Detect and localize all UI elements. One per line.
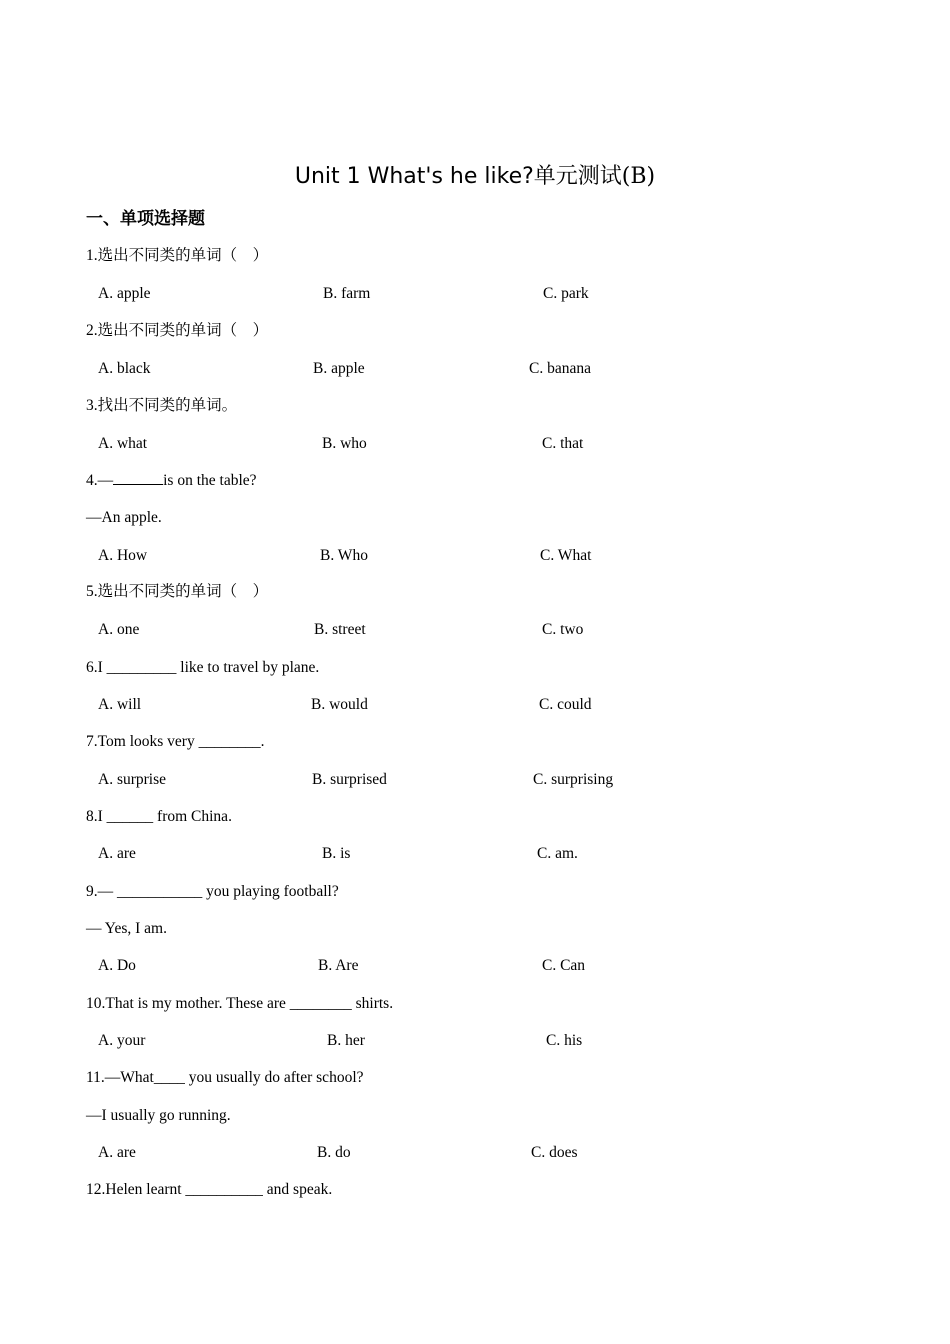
question-3-option-a: A. what [98, 435, 148, 452]
question-5-option-a: A. one [98, 621, 140, 638]
question-11-option-b: B. do [317, 1144, 351, 1161]
question-3-option-c: C. that [542, 435, 584, 452]
question-2-option-b: B. apple [313, 360, 365, 377]
question-9-option-b: B. Are [318, 957, 359, 974]
question-6-option-b: B. would [311, 696, 368, 713]
question-3-stem: 3.找出不同类的单词。 [86, 397, 238, 414]
question-1-option-c: C. park [543, 285, 589, 302]
question-6-stem: 6.I _________ like to travel by plane. [86, 659, 320, 676]
question-4-option-a: A. How [98, 547, 148, 564]
question-8-stem: 8.I ______ from China. [86, 808, 232, 825]
question-12-stem: 12.Helen learnt __________ and speak. [86, 1181, 333, 1198]
question-6-option-c: C. could [539, 696, 592, 713]
question-6-option-a: A. will [98, 696, 142, 713]
question-10-option-c: C. his [546, 1032, 583, 1049]
question-11-option-a: A. are [98, 1144, 136, 1161]
question-8-option-c: C. am. [537, 845, 578, 862]
question-11-answer-line: —I usually go running. [86, 1107, 231, 1124]
page-title [0, 160, 950, 194]
question-9-stem: 9.— ___________ you playing football? [86, 883, 339, 900]
question-3-option-b: B. who [322, 435, 367, 452]
question-4-answer-line: —An apple. [86, 509, 162, 526]
question-11-option-c: C. does [531, 1144, 578, 1161]
question-9-option-a: A. Do [98, 957, 136, 974]
question-2-stem: 2.选出不同类的单词（ ） [86, 322, 269, 339]
question-10-option-a: A. your [98, 1032, 146, 1049]
question-1-option-a: A. apple [98, 285, 151, 302]
question-10-stem: 10.That is my mother. These are ________ shirts. [86, 995, 394, 1012]
question-4-option-b: B. Who [320, 547, 368, 564]
question-4-stem [86, 470, 257, 492]
question-7-stem: 7.Tom looks very ________. [86, 733, 265, 750]
question-9-option-c: C. Can [542, 957, 586, 974]
question-1-stem: 1.选出不同类的单词（ ） [86, 247, 269, 264]
question-4-option-c: C. What [540, 547, 592, 564]
question-5-stem: 5.选出不同类的单词（ ） [86, 583, 269, 600]
question-8-option-a: A. are [98, 845, 136, 862]
question-4-stem-prefix: 4.— [86, 472, 114, 489]
question-8-option-b: B. is [322, 845, 351, 862]
question-7-option-c: C. surprising [533, 771, 614, 788]
question-1-option-b: B. farm [323, 285, 371, 302]
question-9-answer-line: — Yes, I am. [86, 920, 167, 937]
question-7-option-b: B. surprised [312, 771, 387, 788]
question-5-option-b: B. street [314, 621, 366, 638]
question-11-stem: 11.—What____ you usually do after school? [86, 1069, 364, 1086]
section-heading: 一、单项选择题 [86, 209, 205, 229]
question-7-option-a: A. surprise [98, 771, 167, 788]
question-5-option-c: C. two [542, 621, 584, 638]
question-10-option-b: B. her [327, 1032, 365, 1049]
question-4-blank [113, 470, 163, 485]
title-main: Unit 1 What's he like? [294, 164, 534, 189]
question-4-stem-suffix: is on the table? [163, 472, 257, 489]
question-2-option-c: C. banana [529, 360, 591, 377]
question-2-option-a: A. black [98, 360, 151, 377]
title-suffix: 单元测试(B) [533, 164, 656, 189]
